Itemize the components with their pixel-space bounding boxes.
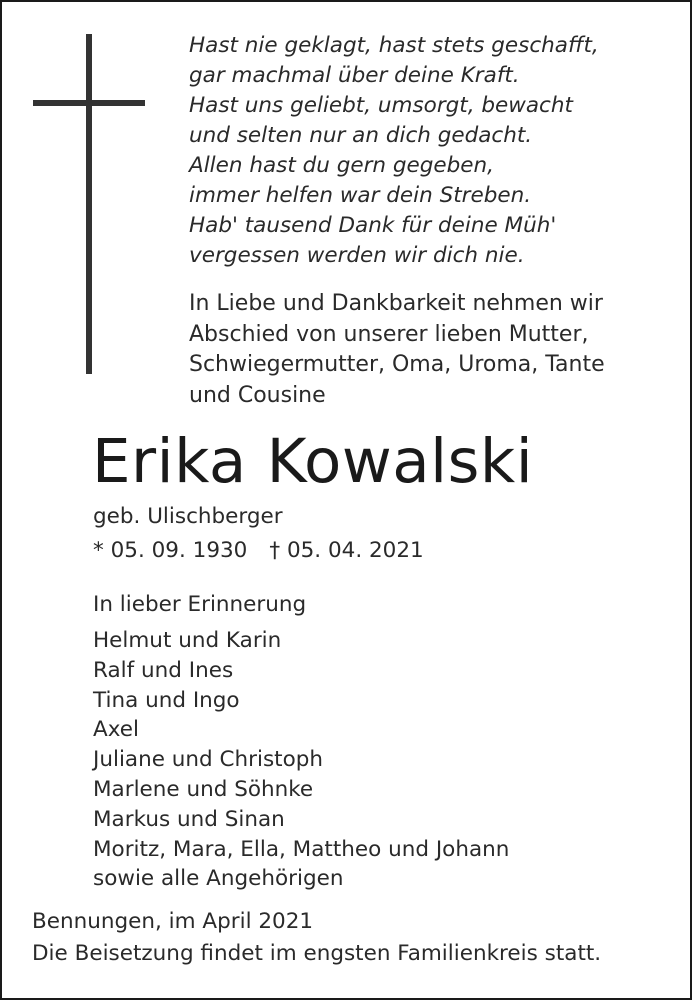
birth-name: geb. Ulischberger (93, 504, 283, 529)
cross-horizontal-beam (33, 100, 145, 106)
mourner-entry: Marlene und Söhnke (93, 776, 314, 802)
cross-vertical-beam (86, 34, 92, 374)
mourners-list (93, 626, 509, 894)
place-and-date: Bennungen, im April 2021 (32, 909, 314, 934)
mourner-entry: Markus und Sinan (93, 806, 285, 832)
mourner-entry: Ralf und Ines (93, 657, 234, 683)
remembrance-heading: In lieber Erinnerung (93, 592, 307, 617)
intro-line: In Liebe und Dankbarkeit nehmen wir (189, 291, 603, 316)
poem-line: Hast uns geliebt, umsorgt, bewacht (189, 93, 573, 118)
intro-line: und Cousine (189, 382, 326, 408)
farewell-intro (189, 289, 605, 411)
footer (32, 906, 601, 970)
mourner-entry: Moritz, Mara, Ella, Mattheo und Johann (93, 836, 510, 862)
death-date: † 05. 04. 2021 (269, 538, 424, 563)
mourner-entry: Helmut und Karin (93, 628, 282, 653)
poem-line: Hast nie geklagt, hast stets geschafft, (189, 33, 599, 58)
mourner-entry: Tina und Ingo (93, 687, 240, 713)
deceased-name: Erika Kowalski (92, 426, 534, 497)
poem-line: Allen hast du gern gegeben, (189, 153, 494, 178)
mourner-entry: sowie alle Angehörigen (93, 866, 344, 892)
mourner-entry: Axel (93, 717, 139, 743)
poem-line: und selten nur an dich gedacht. (189, 123, 533, 148)
burial-note: Die Beisetzung findet im engsten Familienkreis statt. (32, 941, 602, 966)
intro-line: Abschied von unserer lieben Mutter, (189, 321, 589, 347)
life-dates (93, 536, 424, 566)
poem-line: vergessen werden wir dich nie. (189, 243, 525, 268)
birth-date: * 05. 09. 1930 (93, 538, 248, 563)
mourner-entry: Juliane und Christoph (93, 747, 324, 773)
poem-line: immer helfen war dein Streben. (189, 183, 532, 208)
intro-line: Schwiegermutter, Oma, Uroma, Tante (189, 352, 605, 377)
poem-line: gar machmal über deine Kraft. (189, 63, 520, 88)
poem (189, 31, 599, 271)
poem-line: Hab' tausend Dank für deine Müh' (189, 213, 557, 238)
